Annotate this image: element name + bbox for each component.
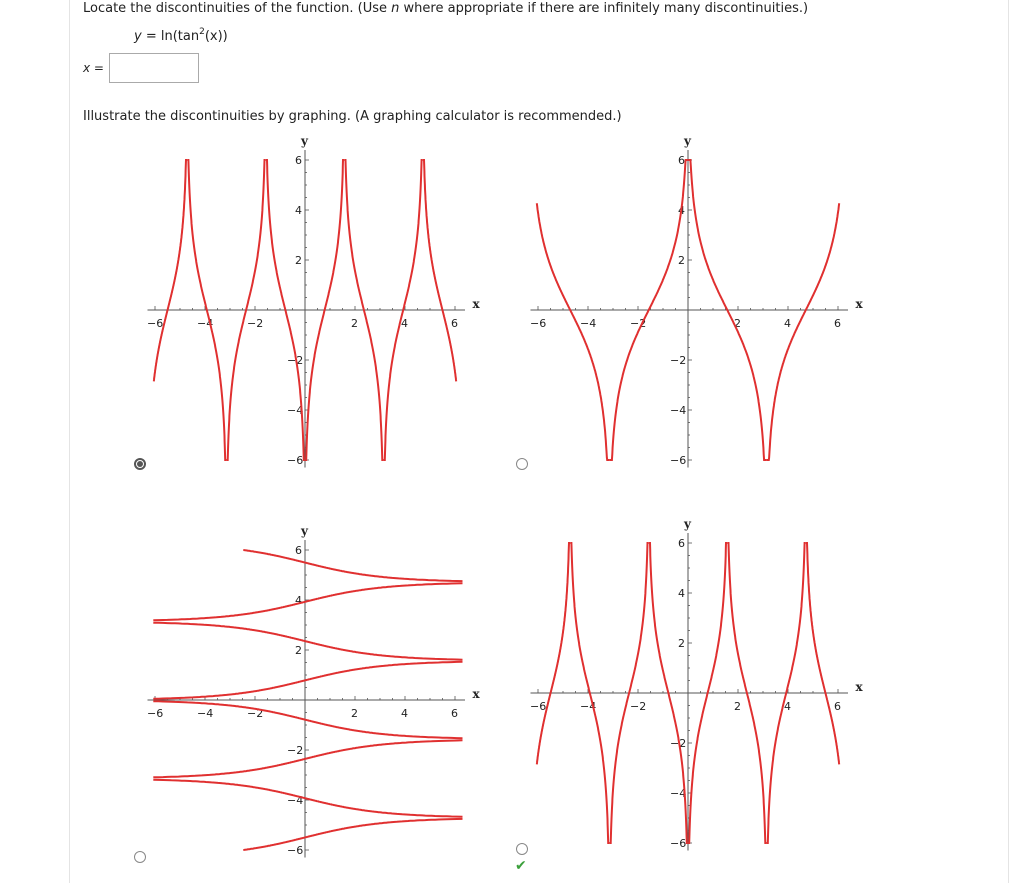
curve-branch [153,583,462,620]
formula-exponent: 2 [199,27,205,37]
x-tick-label: 6 [834,317,841,330]
x-tick-label: −6 [530,317,547,330]
x-tick-label: −2 [630,317,647,330]
axes [147,524,481,858]
x-axis-label: x [472,687,480,701]
y-tick-label: −6 [670,454,687,467]
y-tick-label: 6 [678,537,685,550]
x-tick-label: −4 [197,317,214,330]
y-axis-label: y [684,517,691,531]
y-tick-label: −6 [287,454,304,467]
curve-branch [537,543,570,764]
answer-input[interactable] [109,53,199,83]
question-prompt [83,1,808,16]
x-tick-label: −6 [147,317,164,330]
y-tick-label: 2 [678,254,685,267]
x-tick-label: −2 [247,707,264,720]
axes [530,517,864,851]
curve-branch [154,160,187,381]
formula-arg: (x)) [204,29,228,44]
graph-option-c [140,520,480,865]
x-tick-label: 6 [451,707,458,720]
x-tick-label: 4 [401,317,408,330]
y-tick-label: 6 [678,154,685,167]
x-tick-label: −6 [147,707,164,720]
x-tick-label: −4 [580,317,597,330]
curve-branch [153,662,462,699]
y-tick-label: −2 [287,354,304,367]
x-tick-label: −4 [197,707,214,720]
y-tick-label: −4 [287,404,304,417]
x-tick-label: −6 [530,700,547,713]
x-tick-label: 6 [451,317,458,330]
radio-option-d[interactable] [516,843,528,855]
prompt-part-1: Locate the discontinuities of the function. (Use [83,1,392,16]
x-axis-label: x [855,297,863,311]
y-tick-label: 2 [295,254,302,267]
y-tick-label: −2 [670,737,687,750]
formula-eq: = ln(tan [141,29,200,44]
y-tick-label: −6 [287,844,304,857]
y-tick-label: −2 [670,354,687,367]
correct-check-icon: ✔ [515,858,527,874]
curve-branch [153,780,462,817]
x-tick-label: 2 [734,317,741,330]
prompt-n: n [391,1,400,16]
y-tick-label: 6 [295,154,302,167]
curve-branch [537,203,610,460]
x-tick-label: −2 [247,317,264,330]
y-tick-label: −4 [670,404,687,417]
curve-branch [806,543,839,764]
x-tick-label: −4 [580,700,597,713]
y-tick-label: 4 [295,594,302,607]
x-tick-label: −2 [630,700,647,713]
radio-option-b[interactable] [516,458,528,470]
radio-option-c[interactable] [134,851,146,863]
function-formula [134,27,228,44]
y-tick-label: 6 [295,544,302,557]
axes [530,134,864,468]
y-axis-label: y [301,134,308,148]
x-tick-label: 4 [401,707,408,720]
y-tick-label: −6 [670,837,687,850]
frame-right-border [1008,0,1009,883]
y-tick-label: −4 [287,794,304,807]
x-tick-label: 6 [834,700,841,713]
frame-left-border [69,0,70,883]
curve-branch [243,550,462,581]
y-tick-label: 2 [295,644,302,657]
axes [147,134,481,468]
x-tick-label: 4 [784,700,791,713]
curve-branch [243,819,462,850]
curve-branch [423,160,456,381]
graph-option-b [520,130,863,475]
answer-label: x = [83,61,104,75]
graph-prompt: Illustrate the discontinuities by graphing. (A graphing calculator is recommended.) [83,109,622,124]
radio-option-a[interactable] [134,458,146,470]
x-tick-label: 2 [734,700,741,713]
y-tick-label: −2 [287,744,304,757]
x-tick-label: 4 [784,317,791,330]
formula-y: y [134,29,142,44]
y-tick-label: 2 [678,637,685,650]
x-axis-label: x [855,680,863,694]
x-axis-label: x [472,297,480,311]
curve-branch [767,203,840,460]
x-tick-label: 2 [351,707,358,720]
curve-branch [153,740,462,777]
x-tick-label: 2 [351,317,358,330]
prompt-part-2: where appropriate if there are infinitely many discontinuities.) [399,1,809,16]
y-tick-label: 4 [678,587,685,600]
y-tick-label: 4 [678,204,685,217]
y-axis-label: y [301,524,308,538]
graph-option-d [520,513,863,858]
y-axis-label: y [684,134,691,148]
curve-branch [153,623,462,660]
graph-option-a [140,130,480,475]
y-tick-label: −4 [670,787,687,800]
y-tick-label: 4 [295,204,302,217]
